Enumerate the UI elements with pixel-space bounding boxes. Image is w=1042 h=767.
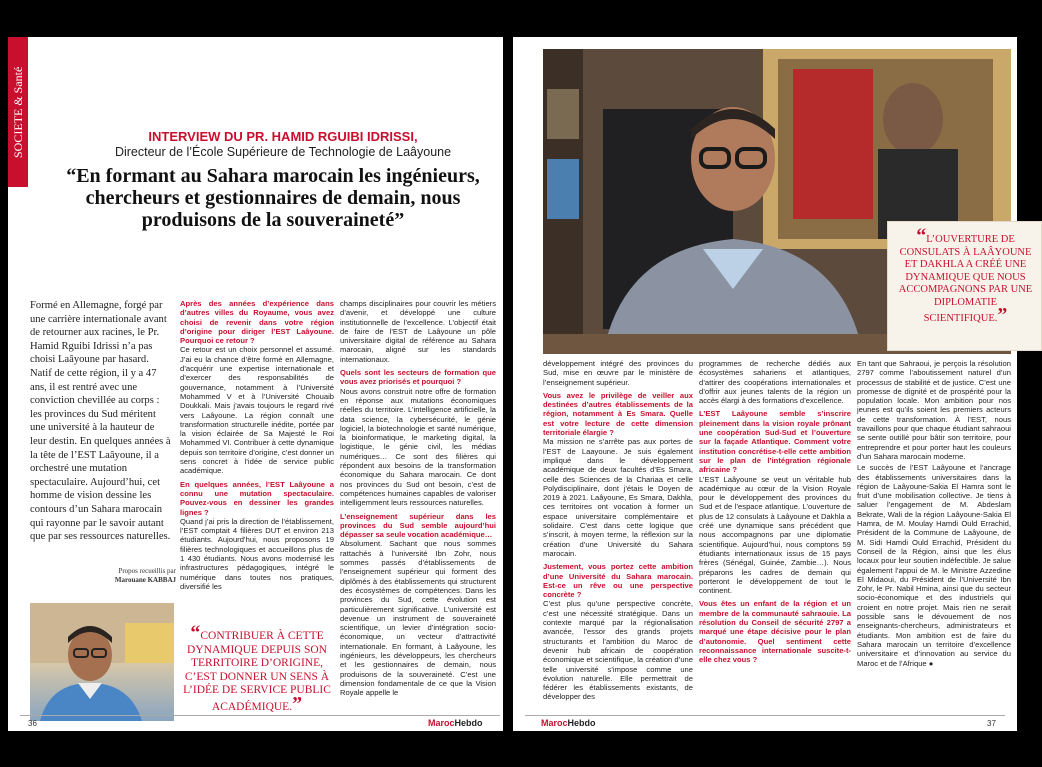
answer: Le succès de l’EST Laâyoune et l’ancrage des établissements universitaires dans la région de Laâyoune-Sakia El Hamra sont le fruit d’une mobilisation collective. Je tiens à saluer l’engagement de M. Abdeslam Bekrate, Wali de la région Laâyoune-Sakia El Hamra, de M. Moulay Hamdi Ould Errachid, Président de la Commune de Laâyoune, de M. Sidi Hamdi Ould Errachid, Président du Conseil de la Région, ainsi que les élus locaux pour leur soutien indéfectible. Je salue également l’appui de M. le Ministre Azzedine El Midaoui, du Président de l’Université Ibn Zohr, le Pr. Nabil Hmina, ainsi que du secteur socio-économique et des industriels qui croient en notre projet. Mais rien ne serait possible sans le dévouement de nos enseignants-chercheurs, administrateurs et étudiants. Mon ambition est de faire du Sahara marocain un territoire d’excellence universitaire et d’innovation au service du Maroc et de l’Afrique ● (857, 463, 1011, 668)
answer: programmes de recherche dédiés aux écosystèmes sahariens et atlantiques, d’attirer des coopérations internationales et d’offrir aux jeunes talents de la région un accès élargi à des formations d’excellence. (699, 359, 851, 406)
right-column-2 (699, 359, 851, 719)
answer: Ma mission ne s’arrête pas aux portes de l’EST de Laayoune. Je suis également impliqué dans le développement académique de deux facultés d’Es Smara, celle des Sciences de la Chariaa et celle Polydisciplinaire, dont j’étais le Doyen de 2019 à 2021. Laâyoune, Es Smara, Dakhla, ces territoires ont vocation à former un espace universitaire complémentaire et solidaire. C’est dans cette logique que s’inscrit, à moyen terme, la réflexion sur la création d’une Université du Sahara marocain. (543, 437, 693, 558)
interview-kicker (68, 129, 498, 144)
logo-maroc: Maroc (541, 718, 568, 728)
quote-open-icon: “ (916, 225, 927, 247)
quote-close-icon: ” (997, 304, 1008, 326)
question: Quels sont les secteurs de formation que vous avez priorisés et pourquoi ? (340, 368, 496, 387)
left-column-2 (180, 299, 334, 629)
quote-open-icon: “ (190, 622, 201, 644)
answer: C’est plus qu’une perspective concrète, c’est une nécessité stratégique. Dans un contexte marqué par la régionalisation avancée, l’essor des grands projets structurants et l’ambition du Maroc de devenir hub africain de coopération économique et scientifique, la création d’une telle université s’impose comme une évolution naturelle. Elle permettrait de fédérer les établissements existants, de développer des (543, 599, 693, 702)
answer: développement intégré des provinces du Sud, mise en œuvre par le ministère de l’enseignement supérieur. (543, 359, 693, 387)
question: En quelques années, l’EST Laâyoune a connu une mutation spectaculaire. Pouvez-vous en dessiner les grandes lignes ? (180, 479, 334, 517)
answer: champs disciplinaires pour couvrir les métiers d’avenir, et développé une culture institutionnelle de l’excellence. L’objectif était de faire de l’EST de Laâyoune un pôle universitaire digital de référence au Sahara marocain, aligné sur les standards internationaux. (340, 299, 496, 364)
intro-paragraph: Formé en Allemagne, forgé par une carrière internationale avant de retourner aux racines, le Pr. Hamid Rguibi Idrissi n’a pas choisi Laâyoune par hasard. Natif de cette région, il y a 47 ans, il est rentré avec une conviction chevillée au corps : les provinces du Sud méritent une université à la hauteur de leur destin. En quelques années à la tête de l’EST Laâyoune, il a orchestré une mutation spectaculaire. Aujourd’hui, cet homme de vision dessine les contours d’un Sahara marocain qui rayonne par le savoir autant que par ses ressources naturelles. (30, 300, 171, 543)
footer-divider (525, 715, 1005, 716)
portrait-illustration (30, 603, 174, 721)
pullquote-right (894, 225, 1037, 326)
kicker-suffix: , (413, 129, 418, 144)
pullquote-right-box (887, 221, 1042, 351)
question: L’enseignement supérieur dans les provinces du Sud semble aujourd’hui dépasser sa seule vocation académique… (340, 511, 496, 540)
quote-close-icon: ” (292, 692, 303, 715)
question: Après des années d’expérience dans d’autres villes du Royaume, vous avez choisi de revenir dans votre région d’origine pour diriger l’EST Laâyoune. Pourquoi ce retour ? (180, 299, 334, 346)
logo-hebdo: Hebdo (567, 718, 596, 728)
left-page (8, 37, 503, 731)
right-column-1 (543, 359, 693, 719)
section-rubric: SOCIETE & Santé (8, 37, 28, 187)
logo-maroc: Maroc (428, 718, 455, 728)
page-number: 36 (28, 719, 37, 728)
question: L’EST Laâyoune semble s’inscrire pleinement dans la vision royale prônant une coopération Sud-Sud et l’ouverture sur la façade Atlantique. Comment votre institution concrétise-t-elle cette ambition sur le plan de l’intégration régionale africaine ? (699, 409, 851, 475)
credit-line-1: Propos recueillis par (118, 567, 176, 575)
left-column-3 (340, 299, 496, 717)
answer: Ce retour est un choix personnel et assumé. J’ai eu la chance d’être formé en Allemagne, d’acquérir une expertise internationale et d’exercer des responsabilités de gouvernance, notamment à l’Université Mohammed V et à l’Université Chouaib Doukkali. Mais j’avais toujours le regard rivé vers Laâyoune. La région connaît une transformation structurelle inédite, portée par la vision éclairée de Sa Majesté le Roi Mohammed VI. Contribuer à cette dynamique depuis son territoire d’origine, c’est donner un sens concret à l’idée de service public académique. (180, 345, 334, 476)
page-number: 37 (987, 719, 996, 728)
question: Justement, vous portez cette ambition d’une Université du Sahara marocain. Est-ce un rêve ou une perspective concrète ? (543, 562, 693, 600)
magazine-logo (428, 718, 483, 728)
answer: L’EST Laâyoune se veut un véritable hub académique au cœur de la Vision Royale pour le développement des provinces du Sud et de l’espace atlantique. L’ouverture de plus de 12 consulats à Laâyoune et Dakhla a créé une dynamique sans précédent que nous accompagnons par une diplomatie scientifique. Aujourd’hui, nous comptons 59 étudiants internationaux issus de 15 pays frères (Sénégal, Guinée, Zambie…). Nous préparons les cadres de demain qui porteront le développement de tout le continent. (699, 474, 851, 596)
answer: En tant que Sahraoui, je perçois la résolution 2797 comme l’aboutissement naturel d’un processus de stabilité et de justice. C’est une promesse de dignité et de prospérité pour la population locale. Mon ambition pour nos jeunes est qu’ils soient les premiers acteurs de cette transformation. À l’EST, nous travaillons pour que chaque étudiant sahraoui se sente outillé pour bâtir son territoire, pour entreprendre et pour porter haut les couleurs d’un Sahara marocain moderne. (857, 359, 1011, 461)
interviewee-title: Directeur de l’École Supérieure de Technologie de Laâyoune (114, 145, 452, 159)
footer-divider (20, 715, 500, 716)
pullquote-left (180, 622, 334, 715)
right-page (513, 37, 1033, 731)
credit-author: Marouane KABBAJ (114, 576, 176, 584)
answer: Quand j’ai pris la direction de l’établissement, l’EST comptait 4 filières DUT et environ 213 étudiants. Aujourd’hui, nous proposons 19 filières technologiques et accueillons plus de 1 430 étudiants. Nous avons modernisé les infrastructures pédagogiques, intégré le numérique dans toutes nos pratiques, diversifié les (180, 516, 334, 591)
credit (68, 567, 176, 585)
answer: Nous avons construit notre offre de formation en réponse aux mutations économiques réelles du territoire. L’intelligence artificielle, la data science, la cybersécurité, le génie logiciel, la biotechnologie et santé numérique, la bioinformatique, le marketing digital, la logistique, le génie civil, les médias numériques… Ce sont des filières qui répondent aux besoins de la transformation économique du Sahara marocain. Ce dont nos provinces du Sud ont besoin, c’est de compétences humaines capables de valoriser intelligemment leurs ressources naturelles. (340, 386, 496, 508)
magazine-logo (541, 718, 596, 728)
logo-hebdo: Hebdo (454, 718, 483, 728)
portrait-photo-small (30, 603, 174, 721)
portrait-photo-large (543, 49, 1033, 354)
pullquote-right-text: L’OUVERTURE DE CONSULATS À LAÂYOUNE ET DAKHLA A CRÉÉ UNE DYNAMIQUE QUE NOUS ACCOMPAGNONS PAR UNE DIPLOMATIE SCIENTIFIQUE. (898, 234, 1033, 324)
kicker-name: PR. HAMID RGUIBI IDRISSI (246, 129, 414, 144)
answer: Absolument. Sachant que nous sommes rattachés à l’université Ibn Zohr, nous sommes passés d’établissements de l’enseignement supérieur qui forment des diplômés à des établissements qui structurent des écosystèmes de compétences. Dans les provinces du Sud, cette évolution est particulièrement significative. L’université est devenue un instrument de souveraineté scientifique, un levier d’intégration socio-économique, un vecteur d’attractivité internationale. En formant, à Laâyoune, les ingénieurs, les développeurs, les chercheurs et les gestionnaires de demain, nous produisons de la souveraineté. C’est une dimension fondamentale de ce que la Vision Royale appelle le (340, 539, 496, 698)
question: Vous avez le privilège de veiller aux destinées d’autres établissements de la région, notamment à Es Smara. Quelle est votre lecture de cette dimension territoriale élargie ? (543, 390, 693, 438)
right-column-3 (857, 359, 1011, 719)
pullquote-left-text: CONTRIBUER À CETTE DYNAMIQUE DEPUIS SON TERRITOIRE D’ORIGINE, C’EST DONNER UN SENS À L’IDÉE DE SERVICE PUBLIC ACADÉMIQUE. (183, 630, 331, 713)
kicker-prefix: INTERVIEW DU (148, 129, 247, 144)
headline: “En formant au Sahara marocain les ingénieurs, chercheurs et gestionnaires de demain, nous produisons de la souveraineté” (66, 165, 480, 231)
question: Vous êtes un enfant de la région et un membre de la communauté sahraouie. La résolution du Conseil de sécurité 2797 a marqué une étape décisive pour le plan d’autonomie. Quel sentiment cette reconnaissance internationale suscite-t-elle chez vous ? (699, 599, 851, 665)
